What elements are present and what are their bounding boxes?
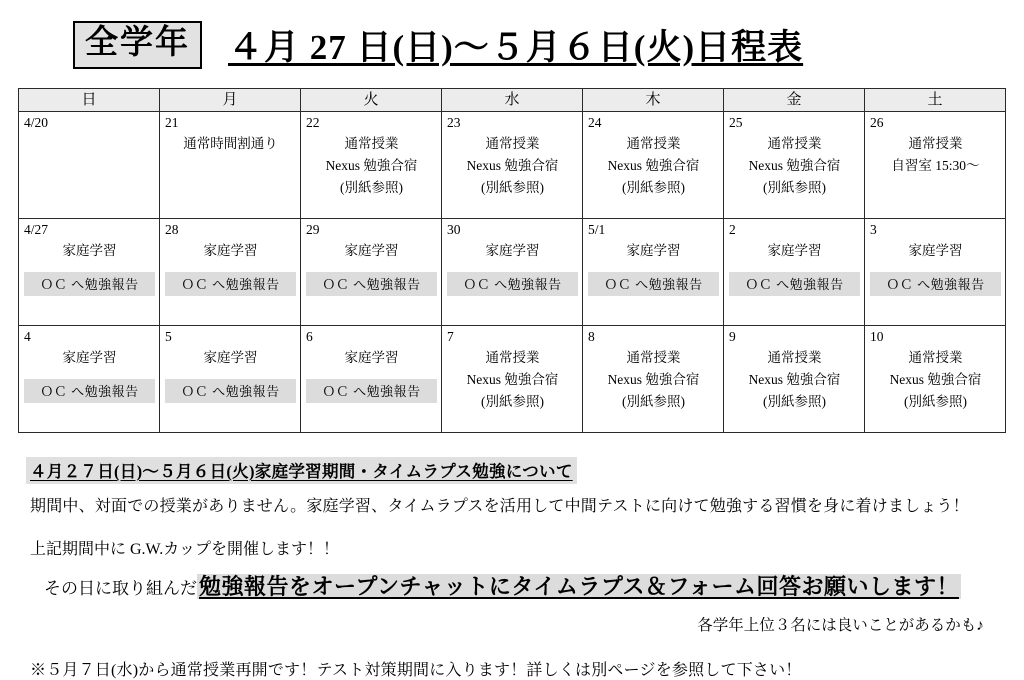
- calendar-day-events: [447, 240, 578, 262]
- calendar-event-line: 家庭学習: [62, 349, 117, 365]
- notes-highlight-text: 勉強報告をオープンチャットにタイムラプス＆フォーム回答お願いします！: [199, 574, 959, 599]
- calendar-event-line: 家庭学習: [908, 242, 963, 258]
- calendar-day-number: 28: [165, 222, 179, 237]
- calendar-event-line: Nexus 勉強合宿: [748, 371, 841, 387]
- calendar-day-number: 8: [588, 329, 595, 344]
- calendar-event-line: Nexus 勉強合宿: [466, 157, 559, 173]
- calendar-day-events: [24, 347, 155, 369]
- weekday-header-wed: 水: [442, 89, 583, 112]
- calendar-event-line: Nexus 勉強合宿: [889, 371, 982, 387]
- study-report-tag: ＯＣ へ勉強報告: [24, 379, 155, 403]
- calendar-day-number: 7: [447, 329, 454, 344]
- calendar-day-cell: [583, 326, 724, 433]
- calendar-event-line: 家庭学習: [203, 242, 258, 258]
- calendar-day-number: 2: [729, 222, 736, 237]
- calendar-event-line: 自習室 15:30〜: [891, 157, 980, 173]
- calendar-day-number: 6: [306, 329, 313, 344]
- notes-body: 期間中、対面での授業がありません。家庭学習、タイムラプスを活用して中間テストに向けて勉強する習慣を身に着けましょう！: [30, 498, 969, 515]
- calendar-event-line: (別紙参照): [340, 179, 403, 195]
- calendar-day-events: [729, 240, 860, 262]
- calendar-day-cell: [865, 112, 1006, 219]
- calendar-event-line: 家庭学習: [626, 242, 681, 258]
- notes-heading: ４月２７日(日)〜５月６日(火)家庭学習期間・タイムラプス勉強について: [26, 457, 577, 484]
- calendar-event-line: (別紙参照): [622, 179, 685, 195]
- calendar-day-number: 4/27: [24, 222, 49, 237]
- calendar-event-line: (別紙参照): [904, 393, 967, 409]
- calendar-event-line: 通常授業: [344, 135, 399, 151]
- calendar-day-number: 10: [870, 329, 884, 344]
- calendar-day-number: 9: [729, 329, 736, 344]
- calendar-event-line: 通常授業: [767, 135, 822, 151]
- calendar-event-line: Nexus 勉強合宿: [466, 371, 559, 387]
- calendar-week-row: [19, 112, 1006, 219]
- document-header: [18, 14, 1006, 76]
- notes-gw-cup: 上記期間中に G.W.カップを開催します！！: [30, 541, 340, 558]
- calendar-day-events: [24, 240, 155, 262]
- calendar-day-number: 21: [165, 115, 179, 130]
- calendar-day-events: [306, 240, 437, 262]
- weekday-header-sun: 日: [19, 89, 160, 112]
- calendar-day-cell: [724, 112, 865, 219]
- notes-right-note: 各学年上位３名には良いことがあるかも♪: [697, 617, 984, 634]
- calendar-day-cell: [301, 219, 442, 326]
- calendar-day-cell: [19, 219, 160, 326]
- notes-spacer: [26, 516, 1006, 536]
- calendar-event-line: 家庭学習: [485, 242, 540, 258]
- calendar-body: [19, 112, 1006, 433]
- notes-last-note: ※５月７日(水)から通常授業再開です！テスト対策期間に入ります！詳しくは別ページを参照して下さい！: [30, 662, 802, 679]
- calendar-day-cell: [865, 326, 1006, 433]
- calendar-day-events: [165, 133, 296, 155]
- calendar-event-line: 通常授業: [908, 135, 963, 151]
- calendar-day-number: 4/20: [24, 115, 49, 130]
- study-report-tag: ＯＣ へ勉強報告: [306, 379, 437, 403]
- calendar-day-events: [729, 133, 860, 199]
- calendar-day-cell: [724, 219, 865, 326]
- study-report-tag: ＯＣ へ勉強報告: [306, 272, 437, 296]
- schedule-calendar: [18, 88, 1006, 433]
- calendar-day-cell: [19, 112, 160, 219]
- calendar-day-events: [588, 133, 719, 199]
- calendar-day-number: 4: [24, 329, 31, 344]
- study-report-tag: ＯＣ へ勉強報告: [870, 272, 1001, 296]
- calendar-day-cell: [442, 326, 583, 433]
- calendar-day-cell: [160, 112, 301, 219]
- calendar-day-cell: [19, 326, 160, 433]
- calendar-week-row: [19, 219, 1006, 326]
- calendar-event-line: 家庭学習: [767, 242, 822, 258]
- calendar-day-cell: [583, 112, 724, 219]
- calendar-day-events: [729, 347, 860, 413]
- calendar-day-cell: [583, 219, 724, 326]
- calendar-event-line: (別紙参照): [763, 179, 826, 195]
- study-report-tag: ＯＣ へ勉強報告: [588, 272, 719, 296]
- calendar-event-line: Nexus 勉強合宿: [607, 371, 700, 387]
- calendar-event-line: 通常授業: [767, 349, 822, 365]
- calendar-day-number: 29: [306, 222, 320, 237]
- calendar-day-events: [870, 240, 1001, 262]
- calendar-day-cell: [160, 326, 301, 433]
- weekday-header-sat: 土: [865, 89, 1006, 112]
- calendar-day-cell: [301, 326, 442, 433]
- calendar-day-events: [870, 133, 1001, 177]
- study-report-tag: ＯＣ へ勉強報告: [729, 272, 860, 296]
- calendar-day-number: 22: [306, 115, 320, 130]
- calendar-day-events: [306, 133, 437, 199]
- calendar-event-line: 通常授業: [626, 135, 681, 151]
- calendar-day-cell: [301, 112, 442, 219]
- calendar-day-cell: [724, 326, 865, 433]
- calendar-day-events: [306, 347, 437, 369]
- calendar-day-number: 24: [588, 115, 602, 130]
- calendar-day-number: 30: [447, 222, 461, 237]
- calendar-day-cell: [160, 219, 301, 326]
- calendar-event-line: (別紙参照): [622, 393, 685, 409]
- calendar-day-number: 3: [870, 222, 877, 237]
- grade-badge: 全学年: [73, 21, 202, 70]
- notes-section: [18, 457, 1006, 680]
- calendar-event-line: Nexus 勉強合宿: [325, 157, 418, 173]
- calendar-event-line: 通常時間割通り: [183, 135, 278, 151]
- calendar-event-line: 通常授業: [626, 349, 681, 365]
- calendar-day-events: [870, 347, 1001, 413]
- calendar-day-cell: [865, 219, 1006, 326]
- calendar-week-row: [19, 326, 1006, 433]
- calendar-day-number: 25: [729, 115, 743, 130]
- study-report-tag: ＯＣ へ勉強報告: [24, 272, 155, 296]
- calendar-day-cell: [442, 112, 583, 219]
- calendar-event-line: 通常授業: [485, 349, 540, 365]
- calendar-event-line: (別紙参照): [481, 179, 544, 195]
- calendar-event-line: 通常授業: [485, 135, 540, 151]
- calendar-day-number: 23: [447, 115, 461, 130]
- calendar-header-row: [19, 89, 1006, 112]
- calendar-event-line: Nexus 勉強合宿: [748, 157, 841, 173]
- study-report-tag: ＯＣ へ勉強報告: [165, 379, 296, 403]
- calendar-event-line: 家庭学習: [344, 242, 399, 258]
- calendar-day-number: 5: [165, 329, 172, 344]
- study-report-tag: ＯＣ へ勉強報告: [165, 272, 296, 296]
- calendar-day-events: [165, 347, 296, 369]
- weekday-header-thu: 木: [583, 89, 724, 112]
- notes-highlight-prefix: その日に取り組んだ: [44, 579, 197, 598]
- calendar-day-events: [588, 347, 719, 413]
- weekday-header-tue: 火: [301, 89, 442, 112]
- notes-highlight-row: [26, 570, 1006, 601]
- page-title: ４月 27 日(日)〜５月６日(火)日程表: [228, 28, 804, 67]
- weekday-header-fri: 金: [724, 89, 865, 112]
- calendar-event-line: 家庭学習: [203, 349, 258, 365]
- calendar-event-line: 家庭学習: [344, 349, 399, 365]
- study-report-tag: ＯＣ へ勉強報告: [447, 272, 578, 296]
- calendar-day-events: [588, 240, 719, 262]
- calendar-day-number: 5/1: [588, 222, 606, 237]
- weekday-header-mon: 月: [160, 89, 301, 112]
- calendar-day-events: [165, 240, 296, 262]
- calendar-event-line: (別紙参照): [481, 393, 544, 409]
- calendar-event-line: 家庭学習: [62, 242, 117, 258]
- calendar-day-number: 26: [870, 115, 884, 130]
- calendar-day-cell: [442, 219, 583, 326]
- calendar-day-events: [447, 347, 578, 413]
- calendar-event-line: Nexus 勉強合宿: [607, 157, 700, 173]
- calendar-event-line: (別紙参照): [763, 393, 826, 409]
- calendar-event-line: 通常授業: [908, 349, 963, 365]
- calendar-day-events: [447, 133, 578, 199]
